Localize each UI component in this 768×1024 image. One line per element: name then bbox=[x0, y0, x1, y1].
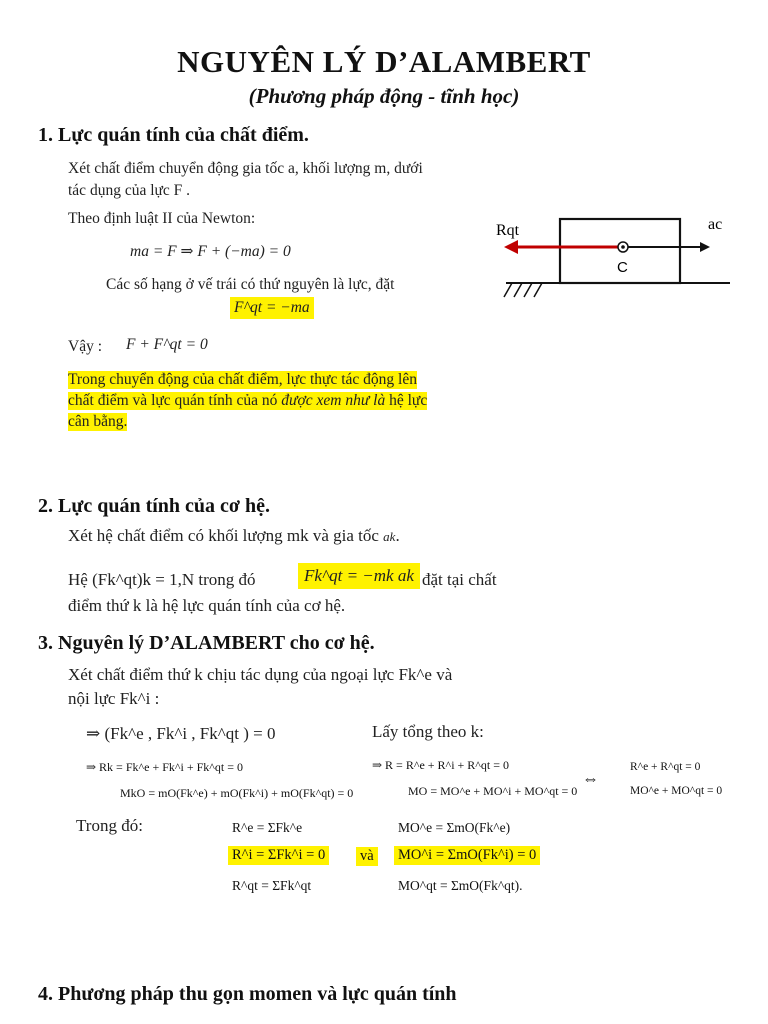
s3-sum-label: Lấy tổng theo k: bbox=[372, 722, 484, 741]
equivalence-icon: ⇔ bbox=[582, 769, 599, 788]
s1-vay-label: Vậy : bbox=[68, 338, 103, 355]
s2-line-2-post: đặt tại chất bbox=[422, 570, 497, 589]
s3-implication-2-m: MkO = mO(Fk^e) + mO(Fk^i) + mO(Fk^qt) = 0 bbox=[120, 786, 354, 800]
page-subtitle: (Phương pháp động - tĩnh học) bbox=[248, 84, 520, 108]
s3-def-3-right: MO^qt = ΣmO(Fk^qt). bbox=[398, 878, 523, 893]
s3-def-2-mid: và bbox=[356, 847, 378, 866]
s1-conclusion-line-3: cân bằng. bbox=[68, 413, 128, 430]
s3-def-3-left: R^qt = ΣFk^qt bbox=[232, 878, 312, 893]
s2-line-1-text: Xét hệ chất điểm có khối lượng mk và gia tốc bbox=[68, 526, 379, 545]
s2-ak: ak bbox=[383, 529, 396, 544]
s3-result-m: MO^e + MO^qt = 0 bbox=[630, 785, 723, 797]
section-2-heading: 2. Lực quán tính của cơ hệ. bbox=[38, 495, 271, 517]
section-3-heading bbox=[38, 632, 375, 655]
s1-conclusion-part-c: được xem như là bbox=[281, 392, 386, 409]
s1-equation-newton: ma = F ⇒ F + (−ma) = 0 bbox=[130, 243, 291, 260]
s1-line-2: tác dụng của lực F . bbox=[68, 182, 191, 199]
section-4-heading: 4. Phương pháp thu gọn momen và lực quán tính bbox=[38, 983, 457, 1005]
acceleration-label: ac bbox=[708, 216, 723, 233]
s1-conclusion-line-2 bbox=[68, 392, 427, 410]
s2-line-2-pre: Hệ (Fk^qt)k = 1,N trong đó bbox=[68, 570, 256, 589]
s1-line-4: Các số hạng ở vế trái có thứ nguyên là lực, đặt bbox=[106, 276, 395, 293]
s3-heading-pre: 3. Nguyên lý bbox=[38, 632, 145, 654]
s2-line-1 bbox=[68, 526, 400, 546]
s3-implication-2-r: ⇒ Rk = Fk^e + Fk^i + Fk^qt = 0 bbox=[86, 760, 244, 774]
s3-def-1-left: R^e = ΣFk^e bbox=[232, 820, 303, 835]
s3-implication-3-m: MO = MO^e + MO^i + MO^qt = 0 bbox=[408, 784, 578, 798]
s1-line-3: Theo định luật II của Newton: bbox=[68, 210, 256, 227]
s3-result-r: R^e + R^qt = 0 bbox=[630, 761, 701, 773]
s3-line-2: nội lực Fk^i : bbox=[68, 689, 160, 708]
s3-implication-3-r: ⇒ R = R^e + R^i + R^qt = 0 bbox=[372, 758, 510, 772]
s3-implication-1: ⇒ (Fk^e , Fk^i , Fk^qt ) = 0 bbox=[86, 724, 276, 743]
center-label: C bbox=[617, 259, 628, 276]
s1-conclusion-part-b: chất điểm và lực quán tính của nó bbox=[68, 392, 278, 409]
inertial-force-diagram bbox=[490, 205, 740, 305]
s2-line-3: điểm thứ k là hệ lực quán tính của cơ hệ. bbox=[68, 596, 346, 615]
s1-line-1: Xét chất điểm chuyển động gia tốc a, khối lượng m, dưới bbox=[68, 160, 423, 177]
page-title: NGUYÊN LÝ D’ALAMBERT bbox=[177, 44, 591, 79]
s1-conclusion-line-1: Trong chuyển động của chất điểm, lực thực tác động lên bbox=[68, 371, 417, 388]
s2-equation: Fk^qt = −mk ak bbox=[298, 563, 420, 589]
s3-def-2-right: MO^i = ΣmO(Fk^i) = 0 bbox=[394, 846, 540, 865]
s3-def-1-right: MO^e = ΣmO(Fk^e) bbox=[398, 820, 511, 835]
s2-line-1-end: . bbox=[395, 526, 400, 545]
force-label: Rqt bbox=[496, 222, 520, 239]
s1-equation-balance: F + F^qt = 0 bbox=[126, 336, 208, 353]
section-1-heading: 1. Lực quán tính của chất điểm. bbox=[38, 124, 309, 146]
s3-def-2-left: R^i = ΣFk^i = 0 bbox=[228, 846, 329, 865]
s1-conclusion-part-d: hệ lực bbox=[389, 392, 428, 409]
s1-equation-inertial-force: F^qt = −ma bbox=[230, 297, 314, 319]
s3-heading-bold: D’ALAMBERT bbox=[149, 632, 285, 654]
s3-heading-post: cho cơ hệ. bbox=[289, 632, 375, 654]
s3-trong-do: Trong đó: bbox=[76, 816, 143, 835]
s3-line-1: Xét chất điểm thứ k chịu tác dụng của ngoại lực Fk^e và bbox=[68, 665, 453, 684]
